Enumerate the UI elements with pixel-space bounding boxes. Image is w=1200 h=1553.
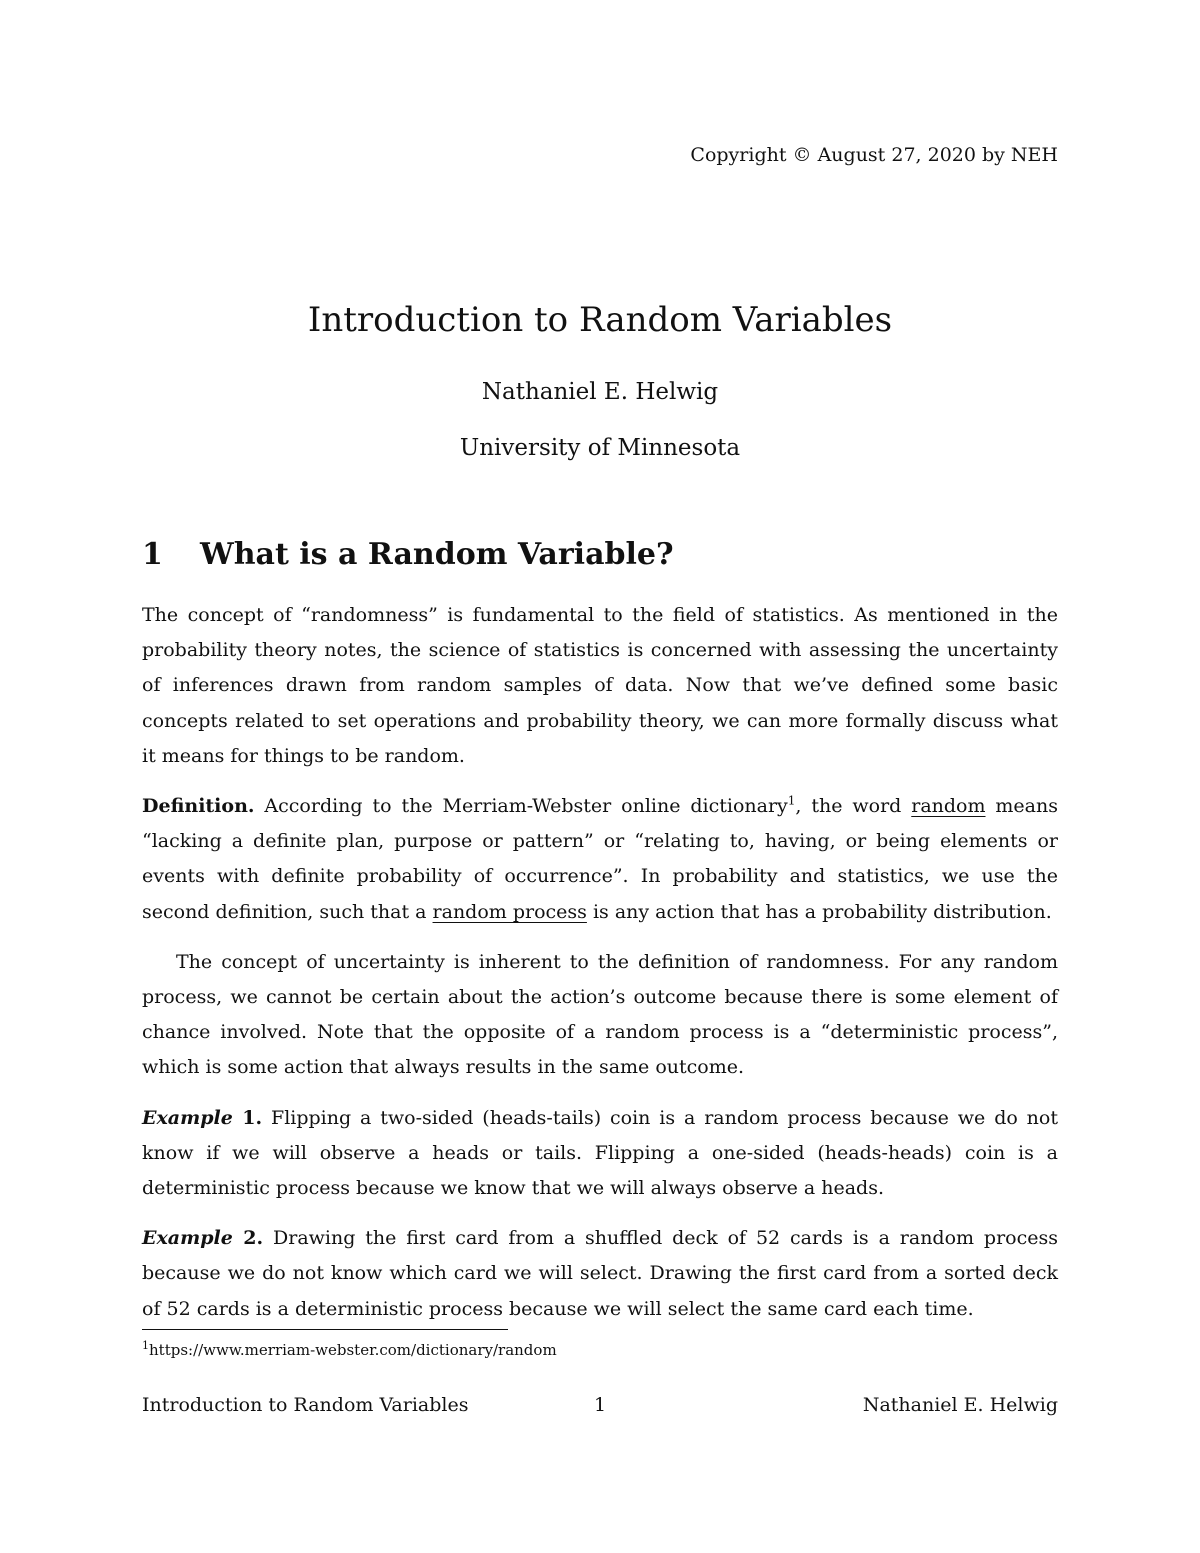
example-1-text: Flipping a two-sided (heads-tails) coin is a random process because we do not know if we will observe a heads or tails. Flipping a one-sided (heads-heads) coin is a deterministic process because we know that we will always observe a heads.	[142, 1106, 1058, 1200]
definition-paragraph	[142, 789, 1058, 930]
body-text	[142, 598, 1058, 1342]
definition-text-b: , the word	[795, 795, 912, 818]
section-heading	[142, 535, 674, 575]
example-2-label: Example	[142, 1227, 233, 1250]
footnote-divider	[142, 1329, 508, 1330]
footer-title: Introduction to Random Variables	[142, 1394, 469, 1416]
example-2-number: 2.	[232, 1227, 264, 1250]
copyright-notice: Copyright © August 27, 2020 by NEH	[690, 144, 1058, 166]
definition-label: Definition.	[142, 795, 255, 818]
example-1-number: 1.	[232, 1106, 263, 1129]
footer-author: Nathaniel E. Helwig	[862, 1394, 1058, 1416]
footer-page-number: 1	[593, 1394, 607, 1416]
author-affiliation: University of Minnesota	[459, 435, 741, 461]
example-1-paragraph	[142, 1101, 1058, 1207]
section-number: 1	[142, 537, 163, 572]
intro-paragraph: The concept of “randomness” is fundamental to the field of statistics. As mentioned in the probability theory notes, the science of statistics is concerned with assessing the uncertainty of inferences drawn from random samples of data. Now that we’ve defined some basic concepts related to set operations and probability theory, we can more formally discuss what it means for things to be random.	[142, 604, 1058, 767]
footnote-reference[interactable]: 1	[787, 793, 796, 808]
author-name: Nathaniel E. Helwig	[481, 379, 719, 405]
footnote-link[interactable]: https://www.merriam-webster.com/dictionary/random	[149, 1341, 557, 1359]
footnote-mark: 1	[142, 1339, 149, 1352]
definition-text-c: means “lacking a definite plan, purpose or pattern” or “relating to, having, or being elements or events with definite probability of occurrence”. In probability and statistics, we use the second definition, such that a	[142, 795, 1058, 923]
section-title: What is a Random Variable?	[200, 537, 674, 572]
footnote	[142, 1335, 557, 1361]
term-random: random	[911, 795, 986, 818]
page-footer	[142, 1392, 1058, 1418]
document-title: Introduction to Random Variables	[307, 300, 893, 340]
definition-text-a: According to the Merriam-Webster online dictionary	[254, 795, 788, 818]
example-2-text: Drawing the first card from a shuffled deck of 52 cards is a random process because we do not know which card we will select. Drawing the first card from a sorted deck of 52 cards is a deterministic process because we will select the same card each time.	[142, 1227, 1058, 1320]
example-2-paragraph	[142, 1221, 1058, 1327]
uncertainty-paragraph: The concept of uncertainty is inherent to the definition of randomness. For any random process, we cannot be certain about the action’s outcome because there is some element of chance involved. Note that the opposite of a random process is a “deterministic process”, which is some action that always results in the same outcome.	[142, 950, 1058, 1079]
definition-text-d: is any action that has a probability distribution.	[586, 900, 1052, 923]
example-1-label: Example	[142, 1106, 233, 1129]
term-random-process: random process	[432, 900, 587, 923]
